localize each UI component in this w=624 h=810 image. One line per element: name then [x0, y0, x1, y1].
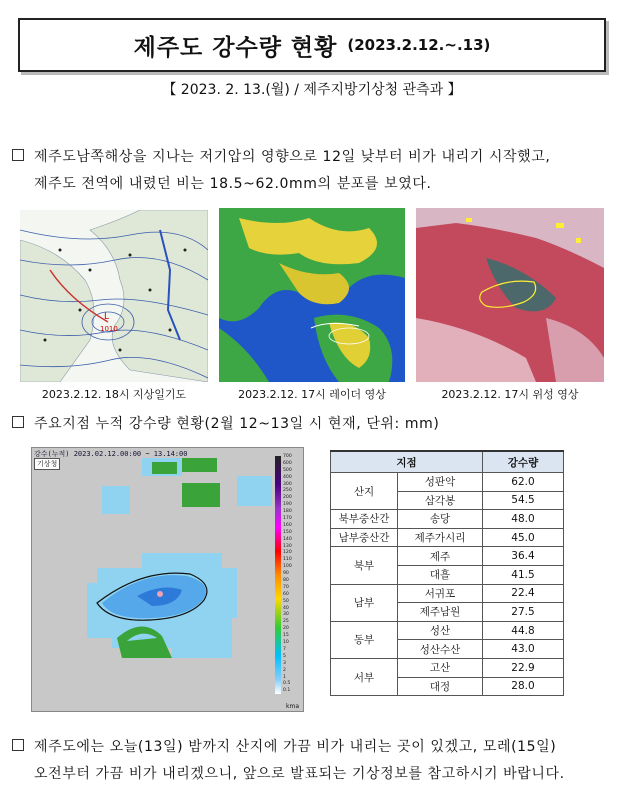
legend-tick-label: 170 [283, 516, 292, 522]
title-box [18, 18, 606, 72]
table-row [331, 658, 564, 677]
legend-tick-label: 3 [283, 660, 286, 666]
intro-line-2: 제주도 전역에 내렸던 비는 18.5~62.0mm의 분포를 보였다. [34, 176, 432, 192]
station-cell: 송당 [398, 510, 483, 529]
weather-map-graphic [20, 210, 208, 382]
region-cell: 남부중산간 [331, 528, 398, 547]
amount-cell: 27.5 [483, 603, 564, 622]
legend-tick-label: 150 [283, 529, 292, 535]
table-row [331, 621, 564, 640]
low-pressure-label: L [104, 312, 110, 322]
region-cell: 서부 [331, 658, 398, 695]
radar-image [219, 208, 405, 382]
legend-tick-label: 300 [283, 481, 292, 487]
section2-heading [12, 411, 612, 438]
station-cell: 고산 [398, 658, 483, 677]
rain-map-graphic [32, 458, 282, 708]
legend-tick-label: 110 [283, 557, 292, 563]
legend-tick-label: 10 [283, 640, 289, 646]
header-amount: 강수량 [483, 451, 564, 473]
satellite-image [416, 208, 604, 382]
legend-tick-label: 5 [283, 653, 286, 659]
region-cell: 북부중산간 [331, 510, 398, 529]
checkbox-bullet-icon [12, 739, 24, 751]
legend-tick-label: 250 [283, 488, 292, 494]
table-row [331, 528, 564, 547]
legend-tick-label: 600 [283, 460, 292, 466]
station-cell: 서귀포 [398, 584, 483, 603]
legend-tick-label: 100 [283, 564, 292, 570]
station-cell: 제주 [398, 547, 483, 566]
checkbox-bullet-icon [12, 149, 24, 161]
table-row [331, 473, 564, 492]
amount-cell: 44.8 [483, 621, 564, 640]
intro-paragraph [12, 144, 612, 198]
amount-cell: 48.0 [483, 510, 564, 529]
station-cell: 대흘 [398, 565, 483, 584]
legend-tick-label: 180 [283, 509, 292, 515]
table-header-row [331, 451, 564, 473]
intro-line-1: 제주도남쪽해상을 지나는 저기압의 영향으로 12일 낮부터 비가 내리기 시작했고, [34, 149, 551, 165]
rainfall-table [330, 450, 564, 696]
amount-cell: 28.0 [483, 677, 564, 696]
header-station: 지점 [331, 451, 483, 473]
legend-tick-label: 140 [283, 536, 292, 542]
amount-cell: 62.0 [483, 473, 564, 492]
legend-tick-label: 25 [283, 619, 289, 625]
legend-tick-label: 60 [283, 591, 289, 597]
rain-accumulation-map [31, 447, 304, 712]
table-row [331, 510, 564, 529]
table-row [331, 584, 564, 603]
amount-cell: 36.4 [483, 547, 564, 566]
legend-tick-label: 160 [283, 522, 292, 528]
station-cell: 제주가시리 [398, 528, 483, 547]
station-cell: 삼각봉 [398, 491, 483, 510]
legend-tick-label: 90 [283, 571, 289, 577]
legend-tick-label: 15 [283, 633, 289, 639]
caption-weather-map: 2023.2.12. 18시 지상일기도 [41, 388, 187, 401]
caption-satellite: 2023.2.12. 17시 위성 영상 [441, 388, 579, 401]
page-title: 제주도 강수량 현황 [133, 34, 338, 61]
station-cell: 성판악 [398, 473, 483, 492]
legend-tick-label: 2 [283, 667, 286, 673]
legend-tick-label: 400 [283, 474, 292, 480]
rain-map-header: 강수(누적) 2023.02.12.00:00 ~ 13.14:00 [34, 450, 188, 458]
station-cell: 대정 [398, 677, 483, 696]
station-cell: 성산수산 [398, 640, 483, 659]
region-cell: 산지 [331, 473, 398, 510]
outlook-line-1: 제주도에는 오늘(13일) 밤까지 산지에 가끔 비가 내리는 곳이 있겠고, 모레(15일) [34, 739, 557, 755]
legend-tick-label: 80 [283, 578, 289, 584]
subtitle: 【 2023. 2. 13.(월) / 제주지방기상청 관측과 】 [162, 82, 462, 98]
checkbox-bullet-icon [12, 416, 24, 428]
legend-tick-label: 0.5 [283, 681, 291, 687]
region-cell: 동부 [331, 621, 398, 658]
station-cell: 성산 [398, 621, 483, 640]
legend-tick-label: 130 [283, 543, 292, 549]
region-cell: 남부 [331, 584, 398, 621]
station-cell: 제주남원 [398, 603, 483, 622]
legend-tick-label: 30 [283, 612, 289, 618]
legend-tick-label: 20 [283, 626, 289, 632]
amount-cell: 22.4 [483, 584, 564, 603]
satellite-graphic [416, 208, 604, 382]
legend-tick-label: 1 [283, 674, 286, 680]
outlook-paragraph [12, 734, 612, 788]
section2-text: 주요지점 누적 강수량 현황(2월 12~13일 시 현재, 단위: mm) [34, 416, 440, 432]
outlook-line-2: 오전부터 가끔 비가 내리겠으니, 앞으로 발표되는 기상정보를 참고하시기 바랍니다. [34, 766, 565, 782]
low-pressure-value: 1010 [100, 325, 118, 333]
rain-map-legend [275, 450, 301, 700]
legend-tick-label: 40 [283, 605, 289, 611]
radar-graphic [219, 208, 405, 382]
legend-tick-label: 190 [283, 502, 292, 508]
rain-map-footer: kma [286, 703, 299, 710]
legend-tick-label: 200 [283, 495, 292, 501]
legend-tick-label: 500 [283, 467, 292, 473]
table-row [331, 547, 564, 566]
legend-tick-label: 7 [283, 646, 286, 652]
legend-tick-label: 70 [283, 584, 289, 590]
amount-cell: 43.0 [483, 640, 564, 659]
amount-cell: 54.5 [483, 491, 564, 510]
surface-weather-map [20, 210, 208, 382]
legend-tick-label: 700 [283, 454, 292, 459]
legend-tick-label: 120 [283, 550, 292, 556]
legend-tick-label: 0.1 [283, 688, 291, 694]
region-cell: 북부 [331, 547, 398, 584]
rain-map-badge: 기상청 [34, 458, 60, 470]
caption-radar: 2023.2.12. 17시 레이더 영상 [238, 388, 386, 401]
amount-cell: 41.5 [483, 565, 564, 584]
legend-tick-label: 50 [283, 598, 289, 604]
amount-cell: 45.0 [483, 528, 564, 547]
amount-cell: 22.9 [483, 658, 564, 677]
title-period: (2023.2.12.~.13) [347, 36, 491, 54]
